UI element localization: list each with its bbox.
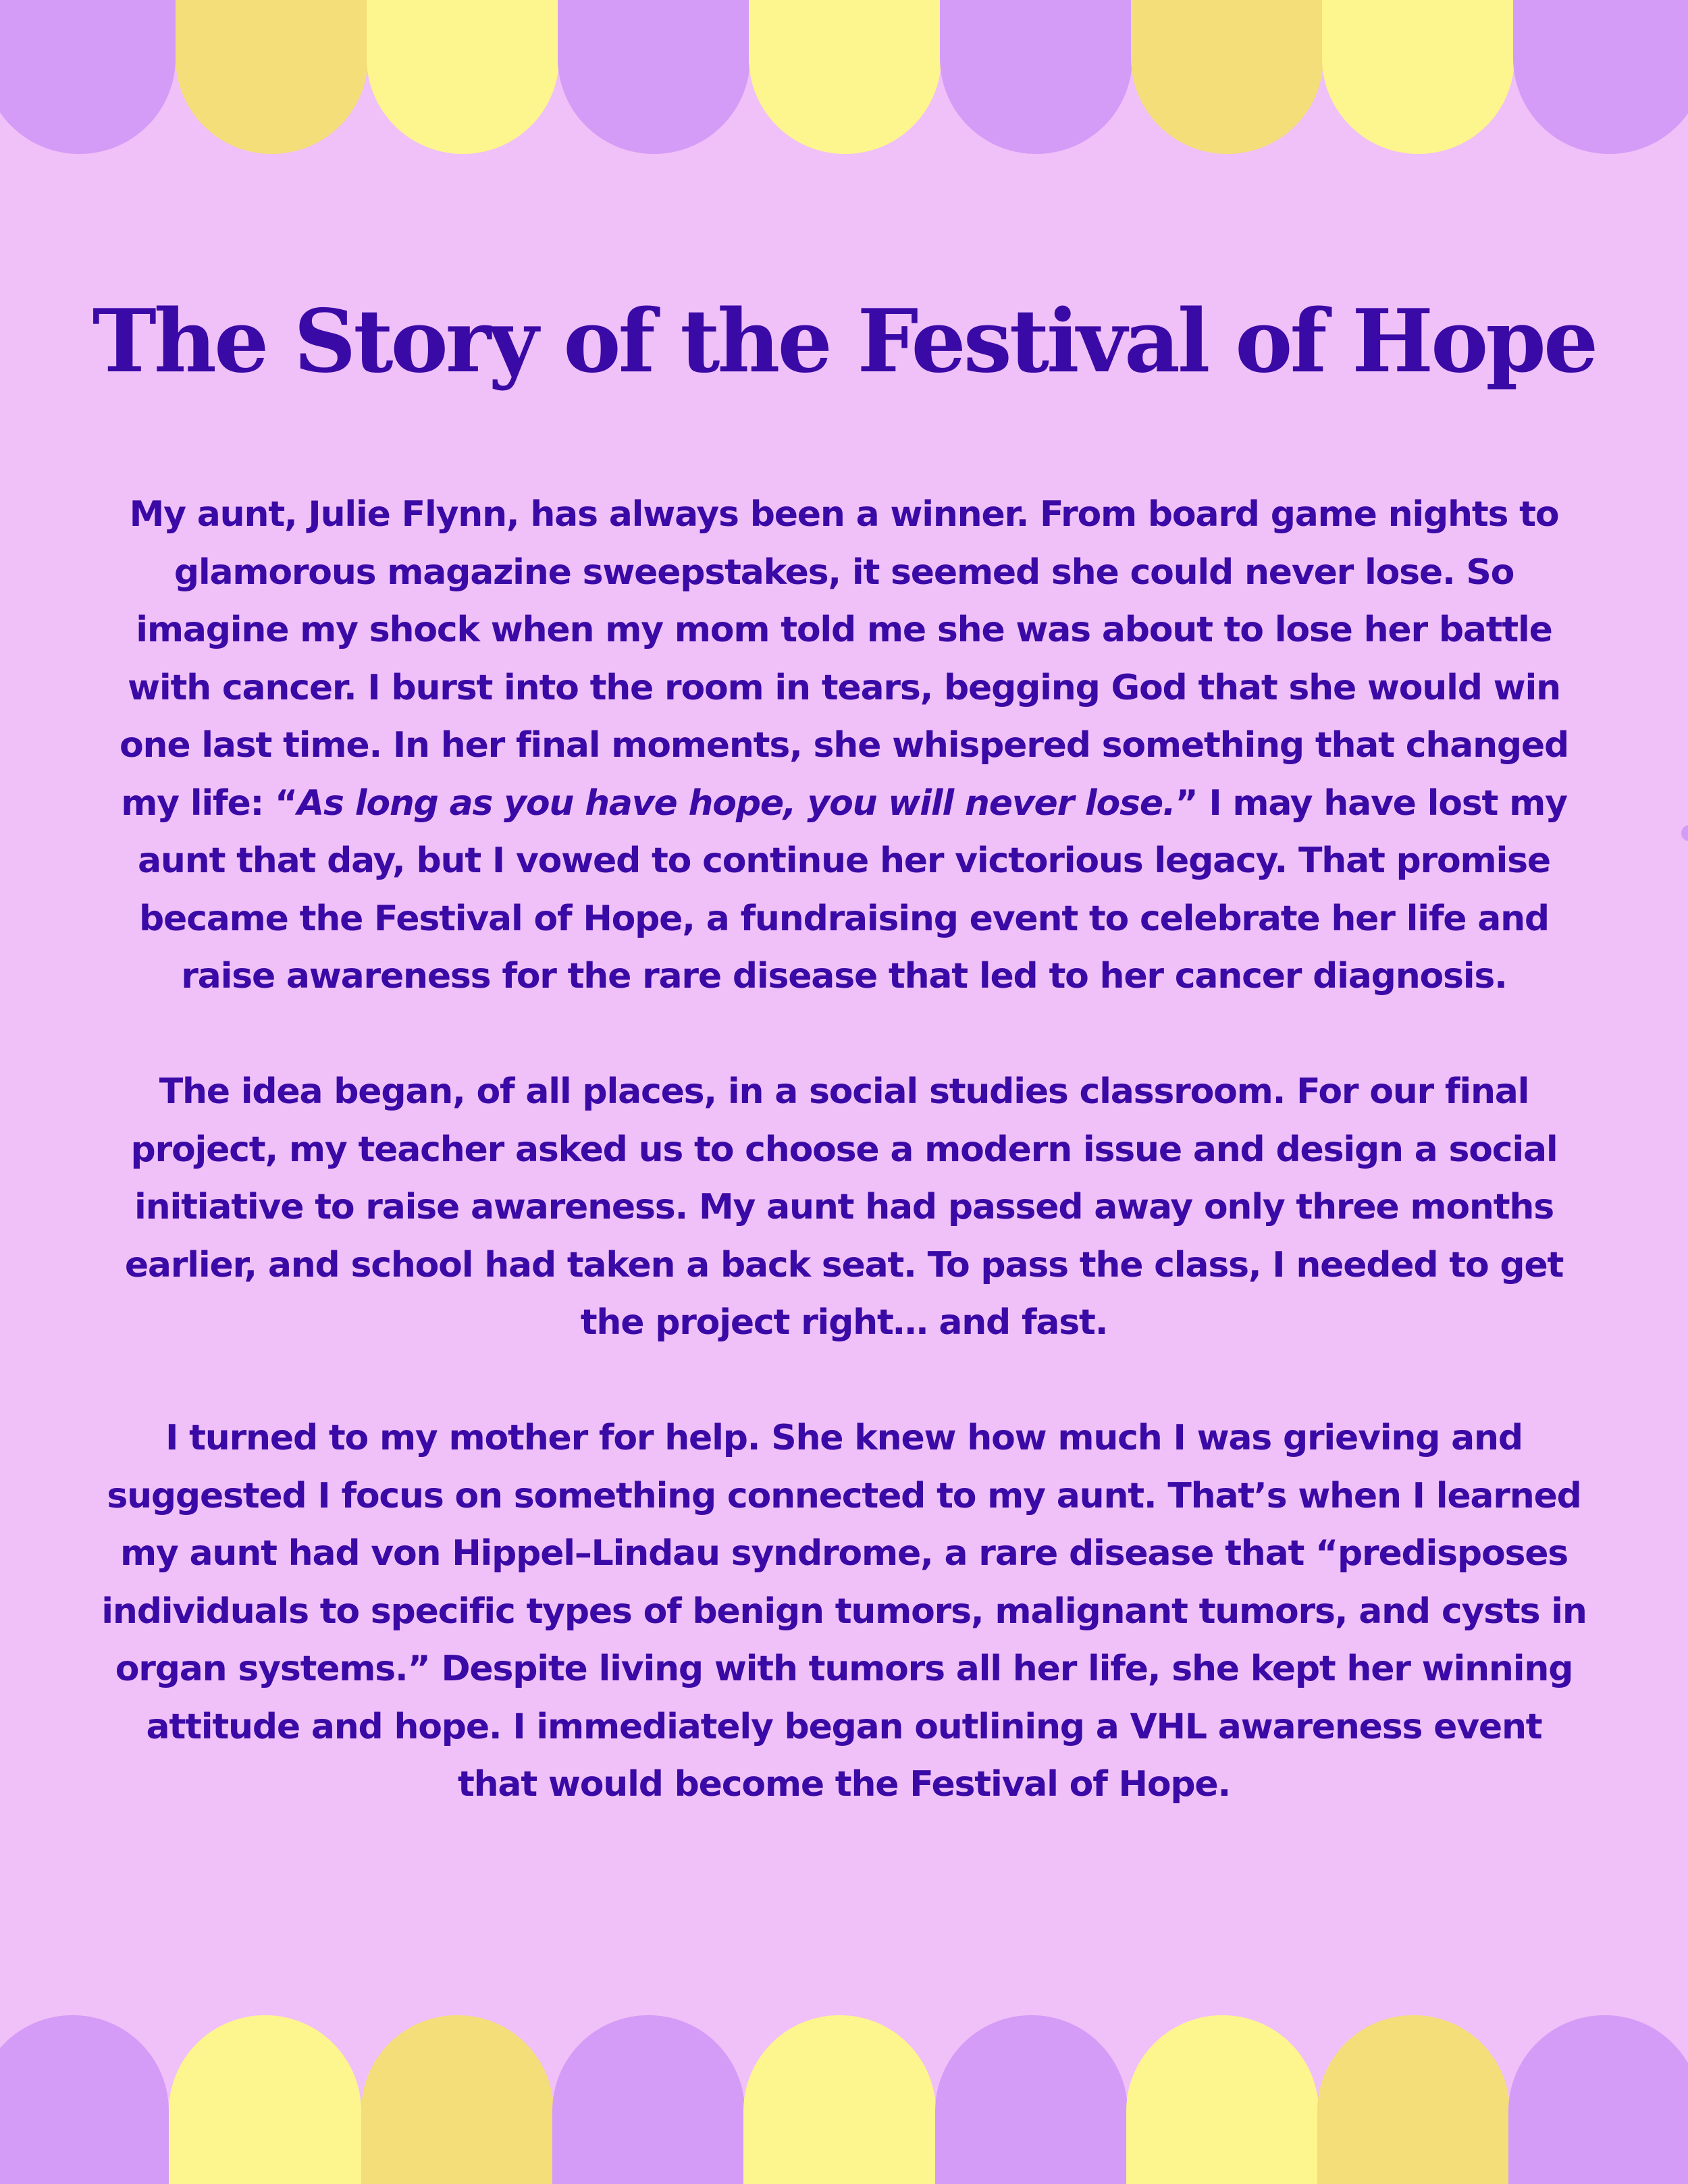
paragraph-aunt-intro: My aunt, Julie Flynn, has always been a winner. From board game nights to glamorous magazine sweepstakes, it seemed she could never lose. So imagine my shock when my mom told me she was about to lose her battle with cancer. I burst into the room in tears, begging God that she would win one last time. In her final moments, she whispered something that changed my life: “: [119, 494, 1569, 824]
top-scallop: [176, 0, 368, 154]
bottom-scallop: [1317, 2015, 1510, 2184]
top-scallop: [1131, 0, 1323, 154]
top-scallop: [940, 0, 1132, 154]
top-scallop: [749, 0, 941, 154]
top-scallop: [558, 0, 750, 154]
hope-quote: As long as you have hope, you will never lose.: [297, 782, 1176, 824]
paragraph-vhl: I turned to my mother for help. She knew how much I was grieving and suggested I focus on something connected to my aunt. That’s when I learned my aunt had von Hippel–Lindau syndrome, a rare disease that “predisposes individuals to specific types of benign tumors, malignant tumors, and cysts in organ systems.” Despite living with tumors all her life, she kept her winning attitude and hope. I immediately began outlining a VHL awareness event that would become the Festival of Hope.: [101, 1418, 1587, 1805]
bottom-scallop: [1508, 2015, 1688, 2184]
bottom-scallop: [0, 2015, 169, 2184]
bottom-scallop: [552, 2015, 745, 2184]
edge-dot: [1681, 825, 1688, 841]
bottom-scallop: [935, 2015, 1128, 2184]
paragraph-classroom: The idea began, of all places, in a social studies classroom. For our final project, my teacher asked us to choose a modern issue and design a social initiative to raise awareness. My aunt had passed away only three months earlier, and school had taken a back seat. To pass the class, I needed to get the project right… and fast.: [124, 1071, 1564, 1343]
top-scallop: [0, 0, 176, 154]
bottom-scallop: [1126, 2015, 1319, 2184]
paragraph-aunt: [101, 486, 1587, 1006]
top-scallop: [367, 0, 559, 154]
top-scallop-border: [0, 0, 1688, 162]
bottom-scallop: [169, 2015, 361, 2184]
bottom-scallop: [743, 2015, 936, 2184]
story-body: [101, 486, 1587, 1871]
page-title: The Story of the Festival of Hope: [92, 291, 1596, 392]
bottom-scallop-border: [0, 2015, 1688, 2184]
bottom-scallop: [361, 2015, 554, 2184]
paragraph-aunt-outro: ” I may have lost my aunt that day, but I vowed to continue her victorious legacy. That promise became the Festival of Hope, a fundraising event to celebrate her life and raise awareness for the rare disease that led to her cancer diagnosis.: [138, 782, 1567, 996]
top-scallop: [1513, 0, 1688, 154]
top-scallop: [1322, 0, 1514, 154]
